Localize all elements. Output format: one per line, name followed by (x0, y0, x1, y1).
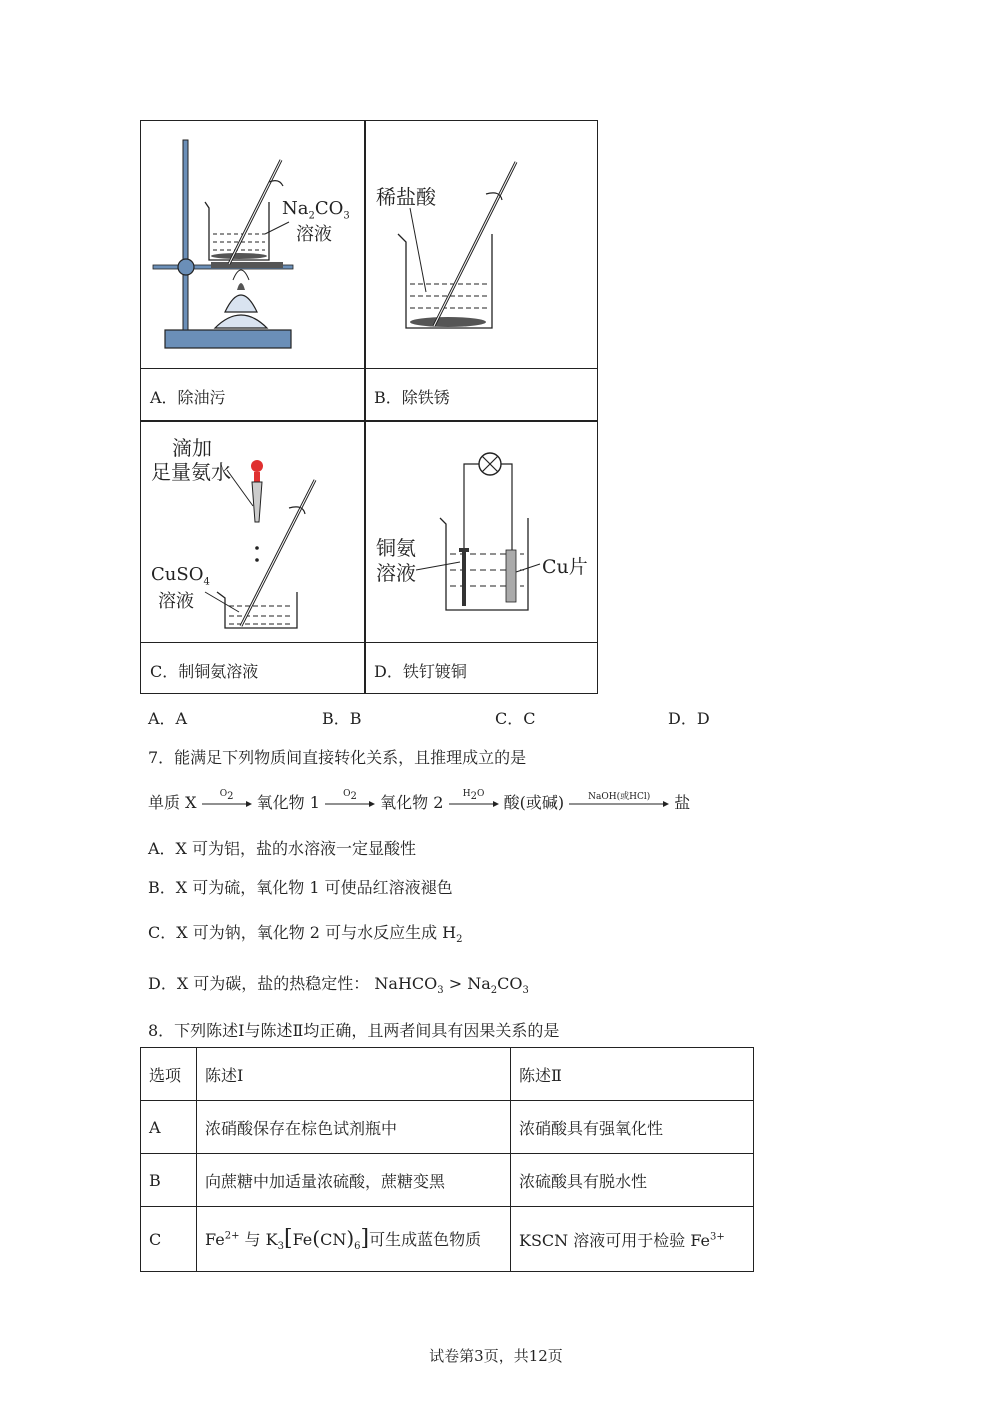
chain-arrow-4 (569, 791, 669, 808)
chain-s2: 氧化物 2 (380, 793, 444, 812)
chain-s1: 氧化物 1 (256, 793, 320, 812)
row-a-statement-2: 浓硝酸具有强氧化性 (511, 1101, 754, 1154)
apparatus-c-reagent-top1: 滴加 (172, 436, 212, 460)
row-c-option: C (141, 1207, 197, 1272)
table-header-row (141, 1048, 754, 1101)
table-row (141, 1207, 754, 1272)
q6-option-c[interactable]: C．C (495, 709, 536, 728)
apparatus-d-caption: D．铁钉镀铜 (374, 662, 467, 681)
q7-option-d[interactable] (148, 971, 529, 996)
chain-cond-3: $H_2O$ (462, 788, 485, 802)
apparatus-c-reagent-top2: 足量氨水 (151, 460, 231, 484)
q8-stem: 8．下列陈述Ⅰ与陈述Ⅱ均正确，且两者间具有因果关系的是 (148, 1021, 560, 1040)
apparatus-c-reagent-bottom: CuSO$_4$ (151, 564, 210, 588)
table-row (141, 1101, 754, 1154)
apparatus-a-reagent-line2: 溶液 (296, 224, 332, 245)
chain-s0: 单质 X (148, 793, 197, 812)
chain-cond-1: $O_2$ (219, 788, 234, 802)
header-option: 选项 (141, 1048, 197, 1101)
chain-s3: 酸(或碱) (503, 793, 565, 812)
apparatus-a-caption: A．除油污 (150, 388, 226, 407)
q6-option-d[interactable]: D．D (668, 709, 710, 728)
apparatus-b-figure (366, 122, 597, 367)
q7-option-c-text: C．X 可为钠，氧化物 2 可与水反应生成 H (148, 923, 457, 942)
q7-option-b[interactable]: B．X 可为硫，氧化物 1 可使品红溶液褪色 (148, 878, 453, 897)
apparatus-d-left-label2: 溶液 (376, 561, 416, 585)
row-b-statement-2: 浓硫酸具有脱水性 (511, 1154, 754, 1207)
q8-table (140, 1047, 754, 1272)
row-a-statement-1: 浓硝酸保存在棕色试剂瓶中 (197, 1101, 511, 1154)
apparatus-a-reagent: $Na_2CO_3$ (282, 198, 350, 222)
chain-arrow-2 (325, 788, 375, 808)
grid-divider-h1 (140, 368, 598, 369)
grid-divider-h3 (140, 642, 598, 643)
apparatus-d-right-label: Cu片 (542, 556, 588, 578)
apparatus-c-reagent-bottom2: 溶液 (158, 591, 194, 612)
q7-option-c-sub: 2 (456, 934, 463, 946)
q7-option-a[interactable]: A．X 可为铝，盐的水溶液一定显酸性 (148, 839, 417, 858)
page-footer: 试卷第3页，共12页 (429, 1347, 563, 1365)
chain-arrow-1 (202, 788, 252, 808)
chain-cond-4: NaOH(或HCl) (588, 791, 651, 802)
chain-cond-2: $O_2$ (343, 788, 357, 802)
apparatus-b-caption: B．除铁锈 (374, 388, 450, 407)
apparatus-c-caption: C．制铜氨溶液 (150, 662, 259, 681)
header-statement-2: 陈述Ⅱ (511, 1048, 754, 1101)
apparatus-d-left-label1: 铜氨 (376, 536, 416, 560)
q7-stem: 7．能满足下列物质间直接转化关系，且推理成立的是 (148, 748, 527, 767)
row-c-statement-1: $Fe^{2+}$ 与 $K_3[Fe(CN)_6]$可生成蓝色物质 (197, 1207, 511, 1272)
chain-s4: 盐 (674, 793, 691, 812)
q7-option-d-formula: NaHCO$_3$ > $Na_2CO_3$ (374, 974, 529, 997)
q7-option-d-text: D．X 可为碳，盐的热稳定性： (148, 974, 370, 993)
q6-option-b[interactable]: B．B (322, 709, 362, 728)
table-row (141, 1154, 754, 1207)
q7-conversion-chain (148, 790, 690, 813)
row-b-option: B (141, 1154, 197, 1207)
row-c-statement-2: KSCN 溶液可用于检验 $Fe^{3+}$ (511, 1207, 754, 1272)
q7-option-c[interactable] (148, 920, 463, 945)
apparatus-b-reagent: 稀盐酸 (376, 185, 436, 209)
row-a-option: A (141, 1101, 197, 1154)
chain-arrow-3 (449, 788, 499, 808)
row-b-statement-1: 向蔗糖中加适量浓硫酸，蔗糖变黑 (197, 1154, 511, 1207)
header-statement-1: 陈述Ⅰ (197, 1048, 511, 1101)
q6-option-a[interactable]: A．A (148, 709, 188, 728)
